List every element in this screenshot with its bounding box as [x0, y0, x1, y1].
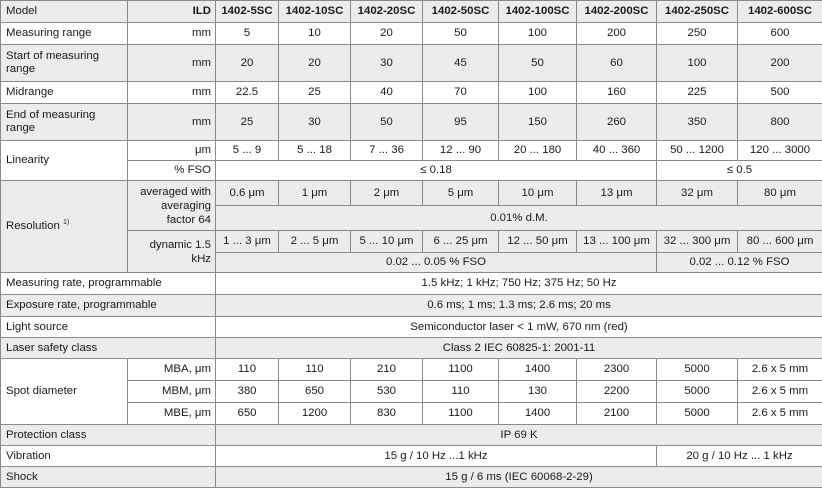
table-cell: 2200 [577, 381, 657, 403]
model-header: 1402-50SC [423, 1, 499, 23]
laser-safety-row [1, 338, 822, 359]
row-unit: mm [128, 45, 216, 82]
table-cell: 30 [351, 45, 423, 82]
table-cell: 2 μm [351, 181, 423, 206]
table-cell: 20 [279, 45, 351, 82]
table-cell: 650 [279, 381, 351, 403]
table-cell: 1100 [423, 403, 499, 425]
model-header: 1402-100SC [499, 1, 577, 23]
table-cell: 15 g / 6 ms (IEC 60068-2-29) [216, 467, 822, 488]
row-unit: MBM, μm [128, 381, 216, 403]
table-cell: 22.5 [216, 82, 279, 104]
table-cell: 95 [423, 104, 499, 141]
table-cell: 0.02 ... 0.05 % FSO [216, 253, 657, 273]
table-cell: 13 μm [577, 181, 657, 206]
table-cell: 800 [738, 104, 822, 141]
table-cell: 12 ... 50 μm [499, 231, 577, 253]
table-cell: 1.5 kHz; 1 kHz; 750 Hz; 375 Hz; 50 Hz [216, 273, 822, 295]
table-cell: 60 [577, 45, 657, 82]
table-cell: 6 ... 25 μm [423, 231, 499, 253]
table-cell: 2.6 x 5 mm [738, 403, 822, 425]
vibration-row [1, 446, 822, 467]
table-cell: 150 [499, 104, 577, 141]
table-cell: 100 [657, 45, 738, 82]
model-header: 1402-250SC [657, 1, 738, 23]
table-cell: 2300 [577, 359, 657, 381]
resolution-averaged-row [1, 181, 822, 206]
table-cell: 120 ... 3000 [738, 141, 822, 161]
table-cell: 32 μm [657, 181, 738, 206]
model-header: 1402-600SC [738, 1, 822, 23]
table-cell: 25 [279, 82, 351, 104]
linearity-um-row [1, 141, 822, 161]
row-label: Protection class [1, 425, 216, 446]
model-header: 1402-5SC [216, 1, 279, 23]
table-cell: 500 [738, 82, 822, 104]
table-cell: IP 69 K [216, 425, 822, 446]
table-cell: 20 [351, 23, 423, 45]
row-label: Measuring range [1, 23, 128, 45]
table-cell: 80 μm [738, 181, 822, 206]
table-cell: 45 [423, 45, 499, 82]
row-label: Start of measuring range [1, 45, 128, 82]
table-cell: 530 [351, 381, 423, 403]
table-cell: 80 ... 600 μm [738, 231, 822, 253]
table-cell: 20 ... 180 [499, 141, 577, 161]
row-unit: % FSO [128, 161, 216, 181]
measuring-range-row [1, 23, 822, 45]
table-cell: 1400 [499, 403, 577, 425]
table-cell: 7 ... 36 [351, 141, 423, 161]
table-cell: 100 [499, 23, 577, 45]
table-cell: 5 [216, 23, 279, 45]
table-cell: 0.02 ... 0.12 % FSO [657, 253, 822, 273]
table-cell: 1100 [423, 359, 499, 381]
model-header: 1402-20SC [351, 1, 423, 23]
protection-class-row [1, 425, 822, 446]
table-cell: 5000 [657, 403, 738, 425]
midrange-row [1, 82, 822, 104]
table-cell: 50 [423, 23, 499, 45]
table-cell: 0.6 μm [216, 181, 279, 206]
table-cell: 15 g / 10 Hz ...1 kHz [216, 446, 657, 467]
row-sublabel: dynamic 1.5 kHz [128, 231, 216, 273]
row-sublabel: averaged with averaging factor 64 [128, 181, 216, 231]
end-of-range-row [1, 104, 822, 141]
row-label: Spot diameter [1, 359, 128, 425]
table-cell: 20 g / 10 Hz ... 1 kHz [657, 446, 822, 467]
table-cell: ≤ 0.5 [657, 161, 822, 181]
table-cell: 1200 [279, 403, 351, 425]
row-unit: mm [128, 23, 216, 45]
table-cell: 32 ... 300 μm [657, 231, 738, 253]
model-label: Model [1, 1, 128, 23]
table-cell: 0.6 ms; 1 ms; 1.3 ms; 2.6 ms; 20 ms [216, 295, 822, 317]
row-unit: μm [128, 141, 216, 161]
table-cell: Semiconductor laser < 1 mW, 670 nm (red) [216, 317, 822, 338]
table-cell: 12 ... 90 [423, 141, 499, 161]
row-label: Resolution [6, 220, 60, 232]
table-cell: 250 [657, 23, 738, 45]
table-cell: 110 [216, 359, 279, 381]
row-label: Laser safety class [1, 338, 216, 359]
table-cell: 2 ... 5 μm [279, 231, 351, 253]
ild-label: ILD [128, 1, 216, 23]
table-cell: 50 [499, 45, 577, 82]
table-cell: 25 [216, 104, 279, 141]
table-cell: 350 [657, 104, 738, 141]
table-cell: 2100 [577, 403, 657, 425]
table-cell: 10 μm [499, 181, 577, 206]
row-unit: mm [128, 104, 216, 141]
table-cell: 110 [423, 381, 499, 403]
table-cell: 0.01% d.M. [216, 206, 822, 231]
measuring-rate-row [1, 273, 822, 295]
table-cell: 2.6 x 5 mm [738, 359, 822, 381]
table-cell: ≤ 0.18 [216, 161, 657, 181]
table-cell: 210 [351, 359, 423, 381]
resolution-label [1, 181, 128, 273]
table-cell: 20 [216, 45, 279, 82]
shock-row [1, 467, 822, 488]
table-cell: 1 μm [279, 181, 351, 206]
row-unit: MBE, μm [128, 403, 216, 425]
table-cell: 100 [499, 82, 577, 104]
table-cell: 200 [738, 45, 822, 82]
model-header: 1402-200SC [577, 1, 657, 23]
table-cell: 5 ... 18 [279, 141, 351, 161]
table-cell: 5000 [657, 381, 738, 403]
row-label: End of measuring range [1, 104, 128, 141]
table-cell: 830 [351, 403, 423, 425]
row-label: Linearity [1, 141, 128, 181]
footnote-marker: 1) [63, 219, 70, 227]
table-cell: 110 [279, 359, 351, 381]
table-cell: 40 ... 360 [577, 141, 657, 161]
row-label: Shock [1, 467, 216, 488]
table-cell: 1 ... 3 μm [216, 231, 279, 253]
table-cell: 13 ... 100 μm [577, 231, 657, 253]
table-cell: 160 [577, 82, 657, 104]
table-cell: Class 2 IEC 60825-1: 2001-11 [216, 338, 822, 359]
table-cell: 225 [657, 82, 738, 104]
table-cell: 650 [216, 403, 279, 425]
row-unit: mm [128, 82, 216, 104]
table-cell: 2.6 x 5 mm [738, 381, 822, 403]
table-cell: 5 ... 10 μm [351, 231, 423, 253]
table-cell: 1400 [499, 359, 577, 381]
spot-diameter-row [1, 359, 822, 381]
table-cell: 50 ... 1200 [657, 141, 738, 161]
model-header: 1402-10SC [279, 1, 351, 23]
exposure-rate-row [1, 295, 822, 317]
row-label: Measuring rate, programmable [1, 273, 216, 295]
table-cell: 70 [423, 82, 499, 104]
row-label: Exposure rate, programmable [1, 295, 216, 317]
start-of-range-row [1, 45, 822, 82]
table-cell: 130 [499, 381, 577, 403]
table-cell: 30 [279, 104, 351, 141]
table-cell: 200 [577, 23, 657, 45]
row-label: Light source [1, 317, 216, 338]
table-cell: 260 [577, 104, 657, 141]
table-cell: 380 [216, 381, 279, 403]
row-label: Vibration [1, 446, 216, 467]
table-cell: 50 [351, 104, 423, 141]
table-cell: 40 [351, 82, 423, 104]
row-label: Midrange [1, 82, 128, 104]
row-unit: MBA, μm [128, 359, 216, 381]
table-cell: 10 [279, 23, 351, 45]
table-cell: 5 μm [423, 181, 499, 206]
header-row [1, 1, 822, 23]
table-cell: 5 ... 9 [216, 141, 279, 161]
table-cell: 600 [738, 23, 822, 45]
light-source-row [1, 317, 822, 338]
table-cell: 5000 [657, 359, 738, 381]
